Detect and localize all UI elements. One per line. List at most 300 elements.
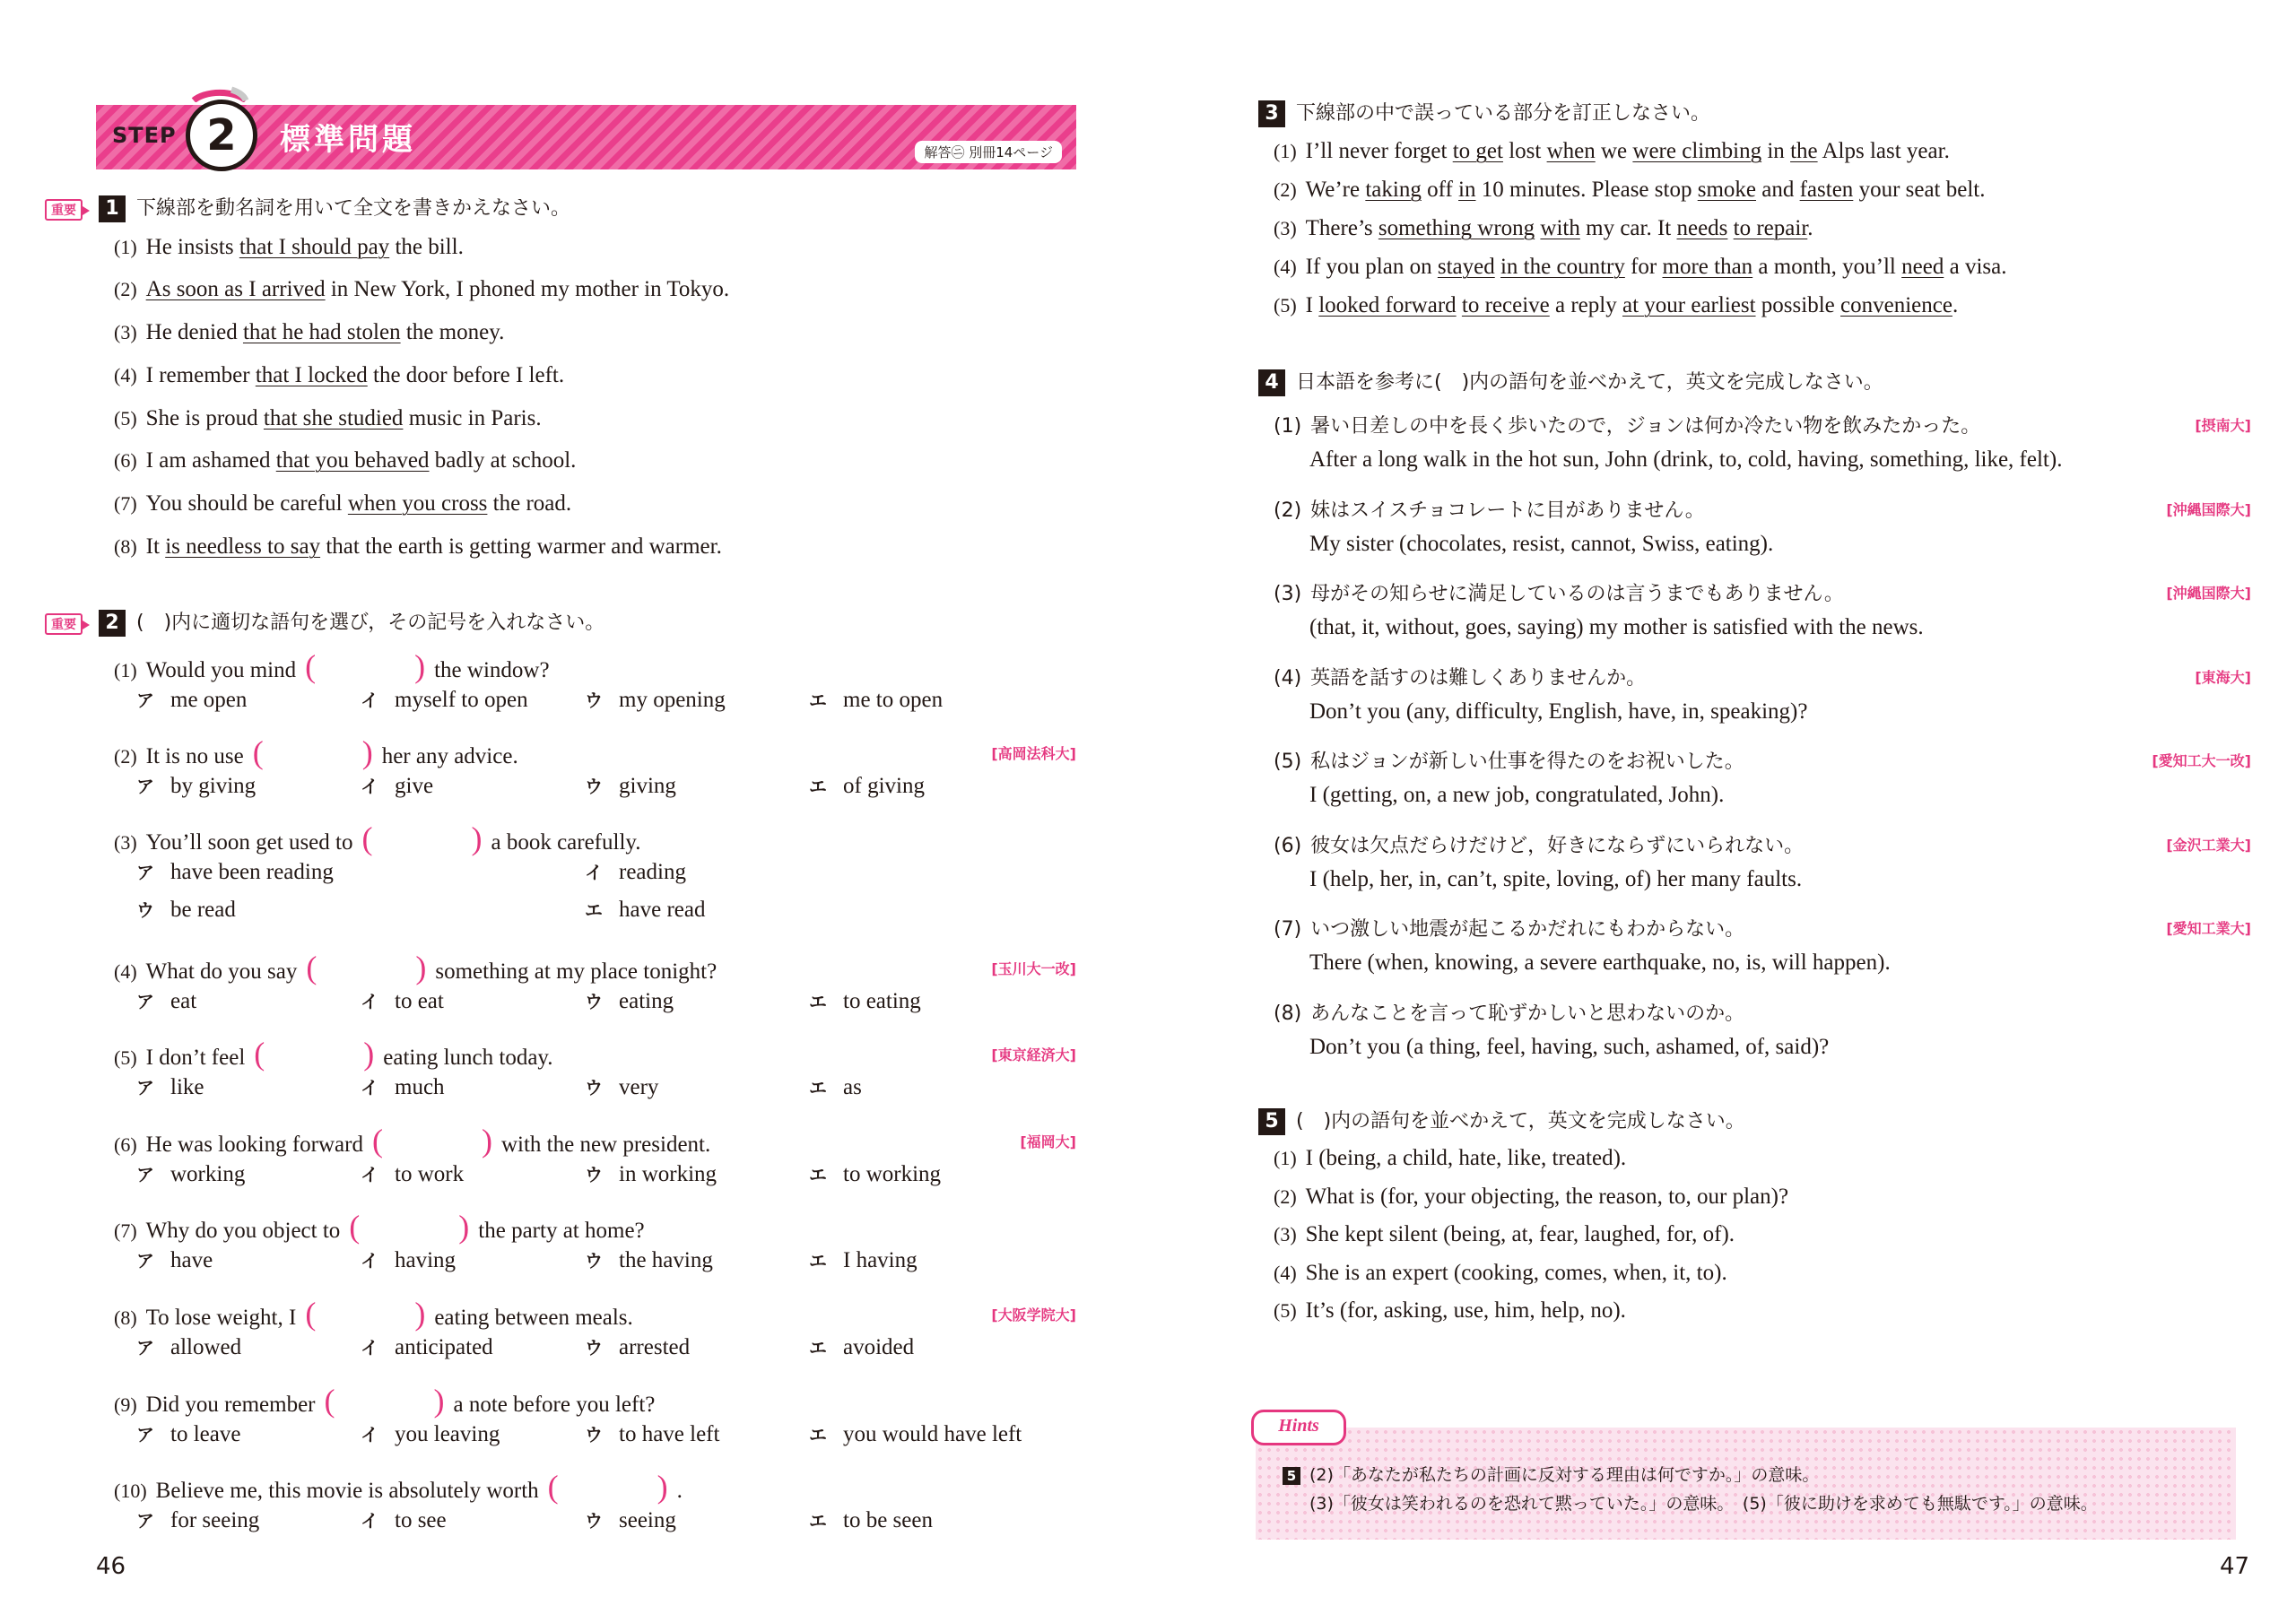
- answer-paren-close: ): [414, 648, 426, 684]
- item-text: for: [1624, 255, 1663, 279]
- answer-paren-open: (: [305, 1296, 317, 1332]
- source-label: [東海大]: [2195, 669, 2251, 686]
- underlined-part: the: [1790, 139, 1818, 163]
- option: [809, 1160, 941, 1187]
- item-text: a month, you’ll: [1752, 255, 1902, 279]
- question-number-1: 1: [99, 195, 126, 222]
- q4-item-japanese: [1274, 914, 1744, 942]
- answer-paren-close: ): [471, 820, 483, 856]
- item-number: (4): [1274, 256, 1297, 278]
- option-key: イ: [361, 1510, 378, 1532]
- item-number: (6): [114, 449, 137, 472]
- item-number: (7): [1274, 918, 1302, 941]
- answer-paren-open: (: [306, 950, 317, 985]
- underlined-part: were climbing: [1632, 139, 1762, 163]
- q5-item: [1274, 1222, 1735, 1247]
- item-number: (6): [1274, 835, 1302, 857]
- underlined-part: that you behaved: [275, 448, 430, 473]
- item-number: (3): [1274, 217, 1297, 239]
- item-text: Alps last year.: [1817, 139, 1950, 163]
- q3-item: [1274, 216, 1813, 241]
- option: [809, 1246, 918, 1273]
- item-text: possible: [1755, 293, 1840, 317]
- option-key: ウ: [585, 1164, 603, 1185]
- option-text: you leaving: [395, 1422, 500, 1446]
- q2-item: [114, 733, 518, 771]
- item-text: We’re: [1305, 178, 1366, 202]
- option-key: ウ: [585, 1077, 603, 1098]
- q2-item: [114, 1468, 683, 1506]
- option: [136, 1333, 241, 1360]
- item-text: a visa.: [1944, 255, 2007, 279]
- item-number: (3): [1274, 583, 1302, 605]
- item-number: (1): [114, 236, 137, 258]
- option-text: having: [395, 1248, 457, 1272]
- underlined-part: need: [1901, 255, 1944, 279]
- question-number-3: 3: [1258, 100, 1285, 127]
- item-number: (3): [114, 321, 137, 343]
- q5-item: [1274, 1298, 1626, 1324]
- option: [361, 772, 433, 799]
- step-label: STEP: [112, 123, 177, 148]
- option: [136, 1073, 204, 1100]
- option-key: イ: [361, 776, 378, 797]
- option-key: ア: [136, 1250, 154, 1271]
- option-text: giving: [619, 774, 676, 798]
- hint-question-number: 5: [1283, 1467, 1300, 1485]
- option-key: ウ: [585, 1337, 603, 1358]
- option-text: arrested: [619, 1335, 691, 1359]
- item-number: (7): [114, 1219, 137, 1242]
- answer-paren-open: (: [361, 820, 373, 856]
- option-key: エ: [809, 690, 827, 711]
- option-text: have been reading: [170, 860, 334, 884]
- q4-item-english: Don’t you (a thing, feel, having, such, ashamed, of, said)?: [1309, 1035, 1830, 1059]
- source-label: [金沢工業大]: [2166, 837, 2251, 854]
- source-label: [玉川大一改]: [991, 960, 1076, 977]
- q2-item: [114, 1122, 710, 1159]
- item-number: (4): [1274, 1262, 1297, 1284]
- option: [361, 686, 528, 713]
- question-number-5: 5: [1258, 1108, 1285, 1135]
- q1-item: [114, 320, 504, 345]
- item-text: I remember: [145, 363, 256, 387]
- option-text: I having: [843, 1248, 918, 1272]
- q2-item: [114, 1295, 633, 1332]
- option: [136, 686, 247, 713]
- underlined-part: in: [1458, 178, 1476, 202]
- option-key: エ: [809, 1164, 827, 1185]
- japanese-text: 暑い日差しの中を長く歩いたので，ジョンは何か冷たい物を飲みたかった。: [1310, 415, 1981, 438]
- answer-paren-close: ): [657, 1469, 668, 1505]
- item-text: It: [145, 534, 166, 559]
- item-text: I: [1305, 293, 1319, 317]
- item-text: eating lunch today.: [383, 1046, 553, 1070]
- option-text: as: [843, 1075, 862, 1099]
- option-key: ウ: [136, 899, 154, 921]
- right-page: [1148, 0, 2296, 1623]
- underlined-part: something wrong: [1378, 216, 1535, 240]
- option-key: ア: [136, 1337, 154, 1358]
- item-number: (9): [114, 1393, 137, 1416]
- option-key: イ: [585, 862, 603, 883]
- question-5-instruction: ( )内の語句を並べかえて，英文を完成しなさい。: [1296, 1110, 1745, 1133]
- option-text: allowed: [170, 1335, 242, 1359]
- q3-item: [1274, 178, 1986, 203]
- japanese-text: 英語を話すのは難しくありませんか。: [1310, 667, 1647, 690]
- option-text: to eat: [395, 989, 444, 1013]
- option-key: ア: [136, 1164, 154, 1185]
- option-text: for seeing: [170, 1508, 260, 1532]
- source-label: [高岡法科大]: [991, 745, 1076, 762]
- item-number: (7): [114, 492, 137, 515]
- option: [809, 1506, 933, 1533]
- option-text: in working: [619, 1162, 718, 1186]
- q2-item: [114, 1382, 655, 1419]
- item-text: You should be careful: [145, 491, 348, 516]
- japanese-text: 彼女は欠点だらけだけど，好きにならずにいられない。: [1310, 835, 1805, 857]
- underlined-part: that I locked: [255, 363, 368, 387]
- item-text: It is no use: [145, 744, 244, 768]
- option-key: エ: [809, 1250, 827, 1271]
- answer-paren-open: (: [324, 1383, 335, 1419]
- item-text: something at my place tonight?: [435, 959, 718, 984]
- q4-item-japanese: [1274, 495, 1705, 523]
- option: [136, 858, 334, 885]
- option-text: be read: [170, 898, 236, 922]
- option-text: me to open: [843, 688, 944, 712]
- option: [809, 987, 921, 1014]
- step-number-badge: 2: [186, 100, 257, 171]
- option-text: to work: [395, 1162, 465, 1186]
- question-number-4: 4: [1258, 369, 1285, 396]
- option-text: eating: [619, 989, 674, 1013]
- source-label: [愛知工大一改]: [2152, 752, 2251, 769]
- q4-item-japanese: [1274, 998, 1744, 1026]
- question-4-header: [1258, 369, 1883, 396]
- item-number: (1): [1274, 140, 1297, 162]
- q4-item-english: There (when, knowing, a severe earthquake, no, is, will happen).: [1309, 950, 1891, 975]
- item-text: He insists: [145, 235, 239, 259]
- option-text: to see: [395, 1508, 447, 1532]
- item-text: What is (for, your objecting, the reason, to, our plan)?: [1305, 1185, 1789, 1209]
- section-title: 標準問題: [280, 122, 416, 158]
- step-arc-icon: [188, 82, 251, 102]
- step-banner: [96, 105, 1076, 169]
- item-text: the window?: [434, 658, 550, 682]
- option-text: like: [170, 1075, 204, 1099]
- source-label: [愛知工業大]: [2166, 920, 2251, 937]
- option-text: to leave: [170, 1422, 241, 1446]
- item-text: eating between meals.: [434, 1306, 633, 1330]
- item-number: (8): [114, 535, 137, 558]
- item-number: (1): [1274, 1147, 1297, 1169]
- item-text: we: [1595, 139, 1633, 163]
- item-text: my car. It: [1579, 216, 1677, 240]
- item-number: (10): [114, 1480, 147, 1502]
- item-number: (2): [1274, 499, 1302, 522]
- option: [585, 772, 676, 799]
- item-number: (3): [1274, 1223, 1297, 1245]
- item-text: Would you mind: [145, 658, 297, 682]
- q4-item-english: (that, it, without, goes, saying) my mother is satisfied with the news.: [1309, 615, 1924, 639]
- answer-paren-open: (: [254, 1036, 265, 1072]
- option-text: you would have left: [843, 1422, 1022, 1446]
- option: [136, 896, 236, 923]
- underlined-part: when you cross: [347, 491, 488, 516]
- item-number: (2): [114, 745, 137, 768]
- option: [361, 1246, 456, 1273]
- underlined-part: needs: [1676, 216, 1728, 240]
- q2-item: [114, 1208, 645, 1245]
- underlined-part: taking: [1365, 178, 1422, 202]
- source-label: [沖縄国際大]: [2166, 501, 2251, 518]
- answer-paren-close: ): [361, 734, 373, 770]
- q3-item: [1274, 139, 1950, 164]
- q4-item-english: My sister (chocolates, resist, cannot, Swiss, eating).: [1309, 532, 1774, 556]
- q5-item: [1274, 1261, 1727, 1286]
- answer-paren-close: ): [415, 950, 427, 985]
- option-key: ウ: [585, 991, 603, 1012]
- option-text: of giving: [843, 774, 925, 798]
- option-text: to eating: [843, 989, 921, 1013]
- item-text: What do you say: [145, 959, 298, 984]
- source-label: [東京経済大]: [991, 1046, 1076, 1063]
- option-text: me open: [170, 688, 248, 712]
- item-text: badly at school.: [429, 448, 577, 473]
- item-text: She kept silent (being, at, fear, laughed, for, of).: [1305, 1222, 1735, 1246]
- option: [361, 1333, 493, 1360]
- option-text: very: [619, 1075, 659, 1099]
- item-text: She is proud: [145, 406, 264, 430]
- answer-paren-close: ): [363, 1036, 375, 1072]
- option: [136, 1420, 240, 1447]
- option-text: much: [395, 1075, 445, 1099]
- option: [136, 1246, 213, 1273]
- item-text: There’s: [1305, 216, 1378, 240]
- hints-tag: Hints: [1251, 1410, 1346, 1445]
- option-key: イ: [361, 690, 378, 711]
- item-number: (5): [1274, 294, 1297, 317]
- option: [585, 896, 705, 923]
- item-text: that the earth is getting warmer and warmer.: [320, 534, 722, 559]
- item-text: a book carefully.: [491, 830, 641, 855]
- q4-item-japanese: [1274, 663, 1646, 690]
- item-text: .: [676, 1479, 683, 1503]
- option-key: ア: [136, 1077, 154, 1098]
- option-text: the having: [619, 1248, 713, 1272]
- answer-paren-close: ): [458, 1209, 470, 1245]
- source-label: [福岡大]: [1020, 1133, 1076, 1150]
- q5-item: [1274, 1185, 1788, 1210]
- option-key: イ: [361, 1337, 378, 1358]
- item-number: (1): [1274, 415, 1302, 438]
- q5-item: [1274, 1146, 1626, 1171]
- option-text: give: [395, 774, 434, 798]
- underlined-part: to get: [1452, 139, 1503, 163]
- underlined-part: with: [1540, 216, 1580, 240]
- page-number-right: 47: [2220, 1553, 2250, 1580]
- q4-item-japanese: [1274, 830, 1804, 858]
- underlined-part: smoke: [1697, 178, 1756, 202]
- source-label: [摂南大]: [2195, 417, 2251, 434]
- q4-item-japanese: [1274, 578, 1844, 606]
- question-4-instruction: 日本語を参考に( )内の語句を並べかえて，英文を完成しなさい。: [1296, 371, 1883, 394]
- item-text: You’ll soon get used to: [145, 830, 353, 855]
- underlined-part: convenience: [1840, 293, 1952, 317]
- q4-item-japanese: [1274, 411, 1980, 438]
- option-key: イ: [361, 1424, 378, 1445]
- item-text: music in Paris.: [403, 406, 542, 430]
- option-text: myself to open: [395, 688, 528, 712]
- item-text: .: [1807, 216, 1813, 240]
- underlined-part: more than: [1662, 255, 1753, 279]
- q4-item-japanese: [1274, 746, 1744, 774]
- option-text: eat: [170, 989, 197, 1013]
- q1-item: [114, 277, 729, 302]
- option: [585, 1160, 717, 1187]
- option-key: ウ: [585, 690, 603, 711]
- option-text: working: [170, 1162, 246, 1186]
- underlined-part: to repair: [1733, 216, 1808, 240]
- hint-line-1: [1283, 1462, 1819, 1486]
- option: [585, 1506, 676, 1533]
- answer-paren-open: (: [305, 648, 317, 684]
- option-key: イ: [361, 1250, 378, 1271]
- item-text: a reply: [1549, 293, 1622, 317]
- underlined-part: looked forward: [1318, 293, 1457, 317]
- q4-item-english: Don’t you (any, difficulty, English, have, in, speaking)?: [1309, 699, 1808, 724]
- q3-item: [1274, 293, 1958, 318]
- item-number: (2): [1274, 1185, 1297, 1208]
- option-text: my opening: [619, 688, 726, 712]
- question-5-header: [1258, 1108, 1745, 1135]
- item-text: your seat belt.: [1853, 178, 1986, 202]
- answer-paren-open: (: [349, 1209, 361, 1245]
- item-text: If you plan on: [1305, 255, 1438, 279]
- option: [361, 1160, 464, 1187]
- option-key: エ: [809, 1337, 827, 1358]
- option: [585, 1333, 690, 1360]
- option: [136, 987, 196, 1014]
- item-text: 10 minutes. Please stop: [1475, 178, 1698, 202]
- item-text: She is an expert (cooking, comes, when, it, to).: [1305, 1261, 1727, 1285]
- option-key: エ: [809, 1510, 827, 1532]
- q4-item-english: I (help, her, in, can’t, spite, loving, of) her many faults.: [1309, 867, 1803, 891]
- option-text: have read: [619, 898, 706, 922]
- important-tag: 重要: [45, 199, 83, 221]
- option-key: エ: [809, 776, 827, 797]
- item-text: I don’t feel: [145, 1046, 246, 1070]
- answer-reference: 解答㋥ 別冊14ページ: [915, 141, 1062, 163]
- answer-paren-open: (: [547, 1469, 559, 1505]
- hint-text-1: (2)「あなたが私たちの計画に反対する理由は何ですか。」の意味。: [1309, 1465, 1820, 1485]
- item-text: I’ll never forget: [1305, 139, 1453, 163]
- item-number: (8): [114, 1306, 137, 1329]
- item-text: off: [1421, 178, 1459, 202]
- option-key: エ: [585, 899, 603, 921]
- answer-paren-close: ): [481, 1123, 492, 1159]
- item-number: (4): [1274, 667, 1302, 690]
- item-number: (5): [1274, 1299, 1297, 1322]
- option-text: to be seen: [843, 1508, 933, 1532]
- question-2-instruction: ( )内に適切な語句を選び，その記号を入れなさい。: [136, 612, 605, 634]
- q2-item: [114, 647, 550, 685]
- japanese-text: あんなことを言って恥ずかしいと思わないのか。: [1310, 1002, 1745, 1025]
- item-number: (5): [114, 1046, 137, 1069]
- question-1-instruction: 下線部を動名詞を用いて全文を書きかえなさい。: [136, 197, 571, 220]
- option: [136, 1160, 245, 1187]
- q1-item: [114, 235, 464, 260]
- option: [361, 987, 444, 1014]
- underlined-part: is needless to say: [165, 534, 321, 559]
- item-number: (8): [1274, 1002, 1302, 1025]
- option: [809, 772, 925, 799]
- option-key: イ: [361, 1164, 378, 1185]
- underlined-part: that he had stolen: [242, 320, 401, 344]
- item-text: It’s (for, asking, use, him, help, no).: [1305, 1298, 1626, 1323]
- page-number-left: 46: [96, 1553, 126, 1580]
- item-text: He denied: [145, 320, 243, 344]
- item-text: with the new president.: [500, 1133, 711, 1157]
- item-text: the money.: [400, 320, 505, 344]
- option-key: ア: [136, 690, 154, 711]
- option-key: ア: [136, 776, 154, 797]
- option-key: ウ: [585, 1250, 603, 1271]
- item-text: the bill.: [389, 235, 464, 259]
- underlined-part: in the country: [1500, 255, 1625, 279]
- item-text: He was looking forward: [145, 1133, 363, 1157]
- q1-item: [114, 534, 722, 560]
- q1-item: [114, 491, 571, 516]
- hints-box: [1256, 1428, 2236, 1540]
- underlined-part: when: [1546, 139, 1596, 163]
- underlined-part: As soon as I arrived: [145, 277, 326, 301]
- option-key: エ: [809, 1077, 827, 1098]
- underlined-part: to receive: [1461, 293, 1550, 317]
- option-key: ア: [136, 1510, 154, 1532]
- item-number: (4): [114, 364, 137, 386]
- item-text: the door before I left.: [367, 363, 565, 387]
- item-text: I am ashamed: [145, 448, 276, 473]
- option: [361, 1073, 445, 1100]
- japanese-text: いつ激しい地震が起こるかだれにもわからない。: [1310, 918, 1745, 941]
- item-text: in: [1761, 139, 1791, 163]
- question-1-header: [45, 195, 570, 222]
- option: [809, 1420, 1022, 1447]
- option-key: エ: [809, 1424, 827, 1445]
- option-text: seeing: [619, 1508, 676, 1532]
- option-key: ア: [136, 1424, 154, 1445]
- item-number: (1): [114, 659, 137, 681]
- option-key: ア: [136, 991, 154, 1012]
- japanese-text: 私はジョンが新しい仕事を得たのをお祝いした。: [1310, 751, 1744, 773]
- underlined-part: that I should pay: [239, 235, 390, 259]
- item-text: Why do you object to: [145, 1219, 341, 1243]
- item-text: the party at home?: [478, 1219, 645, 1243]
- option: [585, 1420, 719, 1447]
- underlined-part: stayed: [1437, 255, 1495, 279]
- item-text: and: [1756, 178, 1800, 202]
- option: [809, 1333, 914, 1360]
- item-number: (3): [114, 831, 137, 854]
- option: [585, 858, 686, 885]
- item-number: (5): [1274, 751, 1302, 773]
- q1-item: [114, 363, 564, 388]
- option: [361, 1420, 500, 1447]
- option-key: エ: [809, 991, 827, 1012]
- option: [809, 1073, 862, 1100]
